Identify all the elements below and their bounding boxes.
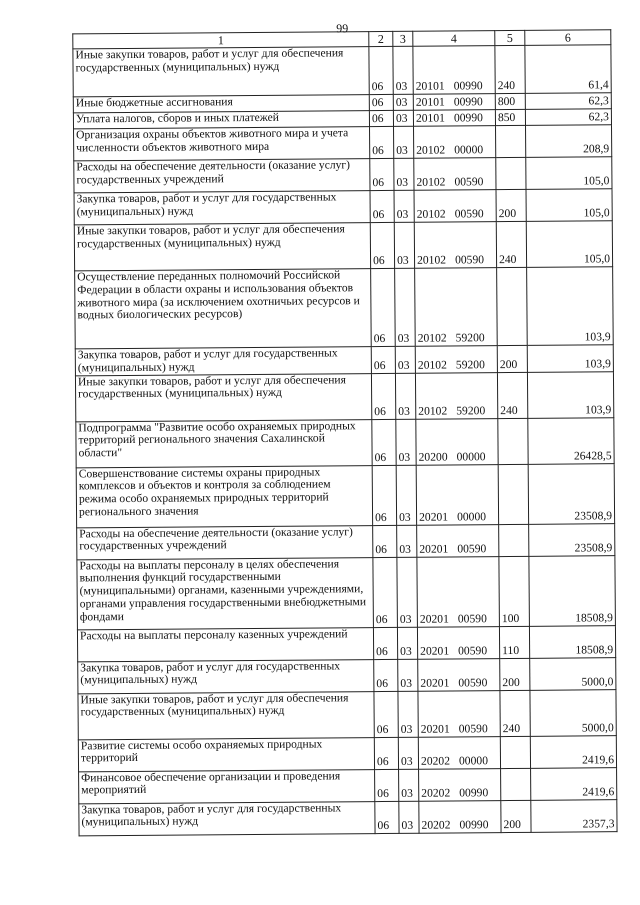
row-section-code: 06 [369, 110, 393, 126]
row-expense-type: 850 [495, 109, 525, 125]
table-row [76, 417, 614, 467]
row-expense-type [498, 464, 528, 524]
row-target-direction: 00000 [457, 509, 487, 524]
row-amount: 5000,0 [530, 657, 616, 690]
row-target-program: 20102 [416, 207, 446, 221]
row-name: Подпрограмма "Развитие особо охраняемых природных территорий регионального значения Сахалинской области" [76, 419, 372, 467]
row-subsection-code: 03 [395, 346, 415, 373]
row-name: Закупка товаров, работ и услуг для государственных (муниципальных) нужд [79, 801, 375, 835]
row-section-code: 06 [373, 627, 397, 659]
row-target-code [414, 190, 496, 223]
row-name: Закупка товаров, работ и услуг для государственных (муниципальных) нужд [75, 347, 371, 376]
row-target-program: 20201 [420, 676, 450, 690]
row-expense-type: 110 [499, 626, 529, 658]
row-name: Расходы на обеспечение деятельности (оказание услуг) государственных учреждений [74, 159, 370, 193]
row-target-code [413, 94, 495, 111]
row-target-program: 20201 [420, 722, 450, 736]
row-target-direction: 00990 [459, 785, 489, 800]
row-section-code: 06 [371, 268, 396, 346]
row-expense-type: 100 [499, 556, 530, 626]
row-target-program: 20102 [417, 253, 447, 267]
row-subsection-code: 03 [397, 525, 417, 557]
table-row [74, 189, 612, 225]
row-amount: 2419,6 [530, 735, 616, 768]
row-subsection-code: 03 [393, 46, 413, 94]
header-col-5: 5 [495, 30, 525, 45]
table-row [77, 555, 616, 629]
row-name: Организация охраны объектов животного мира и учета численности объектов животного мира [74, 127, 370, 161]
row-target-code [418, 658, 500, 691]
row-target-program: 20102 [416, 143, 446, 157]
row-target-direction: 00000 [456, 449, 486, 464]
row-amount: 61,4 [525, 45, 611, 94]
row-subsection-code: 03 [397, 557, 418, 627]
row-subsection-code: 03 [393, 94, 413, 110]
row-amount: 62,3 [525, 109, 611, 126]
row-target-program: 20201 [419, 612, 449, 626]
row-name: Развитие системы особо охраняемых природных территорий [78, 737, 374, 771]
row-subsection-code: 03 [396, 465, 416, 525]
table-row [75, 345, 613, 376]
row-target-direction: 00590 [458, 675, 488, 690]
row-expense-type [500, 736, 530, 768]
row-target-direction: 00000 [454, 143, 484, 157]
row-target-program: 20202 [421, 786, 451, 800]
row-target-direction: 00590 [458, 643, 488, 658]
table-row [75, 267, 614, 349]
row-subsection-code: 03 [398, 737, 418, 769]
row-target-code [413, 110, 495, 127]
row-name: Уплата налогов, сборов и иных платежей [73, 111, 369, 129]
row-section-code: 06 [374, 659, 398, 691]
row-section-code: 06 [373, 557, 398, 627]
row-target-code [414, 222, 496, 269]
row-target-code [419, 800, 501, 833]
row-expense-type [499, 524, 529, 556]
row-target-code [418, 736, 500, 769]
row-target-program: 20102 [418, 404, 448, 418]
table-row [79, 767, 617, 803]
header-col-6: 6 [525, 30, 611, 46]
row-target-program: 20201 [419, 542, 449, 556]
row-section-code: 06 [374, 691, 398, 737]
row-subsection-code: 03 [398, 659, 418, 691]
row-section-code: 06 [375, 769, 399, 801]
table-row [74, 157, 612, 193]
row-subsection-code: 03 [395, 268, 416, 346]
row-name: Иные закупки товаров, работ и услуг для обеспечения государственных (муниципальных) нужд [78, 691, 374, 739]
row-target-code [413, 46, 495, 95]
row-amount: 105,0 [526, 157, 612, 190]
row-name: Иные закупки товаров, работ и услуг для обеспечения государственных (муниципальных) нужд [74, 223, 370, 271]
row-amount: 105,0 [526, 189, 612, 222]
row-target-program: 20201 [420, 644, 450, 658]
row-section-code: 06 [371, 346, 395, 373]
row-section-code: 06 [373, 525, 397, 557]
row-section-code: 06 [370, 190, 394, 222]
header-col-4: 4 [413, 31, 495, 47]
row-subsection-code: 03 [399, 801, 419, 833]
row-target-direction: 00590 [457, 611, 487, 626]
row-name: Закупка товаров, работ и услуг для государственных (муниципальных) нужд [74, 191, 370, 225]
row-expense-type: 200 [500, 658, 530, 690]
row-amount: 2419,6 [531, 767, 617, 800]
row-amount: 208,9 [526, 125, 612, 158]
row-section-code: 06 [375, 801, 399, 833]
row-expense-type: 240 [497, 372, 527, 418]
row-expense-type: 240 [500, 690, 530, 736]
table-row [75, 371, 613, 421]
row-amount: 18508,9 [529, 555, 616, 626]
row-target-program: 20202 [420, 754, 451, 768]
row-expense-type: 240 [496, 221, 526, 267]
table-row [79, 799, 617, 835]
row-subsection-code: 03 [397, 627, 417, 659]
table-row [78, 735, 616, 771]
row-target-direction: 00990 [453, 111, 483, 125]
table-row [73, 45, 611, 97]
row-name: Иные бюджетные ассигнования [73, 95, 369, 113]
row-expense-type: 200 [501, 800, 531, 832]
row-target-code [414, 126, 496, 159]
row-target-code [419, 768, 501, 801]
table-row [78, 689, 616, 739]
row-subsection-code: 03 [396, 419, 416, 465]
row-name: Финансовое обеспечение организации и проведения мероприятий [79, 769, 375, 803]
row-section-code: 06 [371, 373, 395, 419]
row-target-program: 20201 [419, 510, 449, 524]
row-expense-type [501, 768, 531, 800]
row-amount: 105,0 [526, 221, 612, 268]
row-subsection-code: 03 [394, 190, 414, 222]
row-target-direction: 00000 [458, 753, 489, 768]
row-target-code [415, 346, 497, 373]
row-subsection-code: 03 [393, 110, 413, 126]
row-target-code [414, 158, 496, 191]
row-target-code [416, 464, 498, 525]
row-expense-type [497, 267, 528, 345]
row-section-code: 06 [372, 419, 396, 465]
row-subsection-code: 03 [399, 769, 419, 801]
row-target-code [416, 418, 498, 465]
row-expense-type [496, 157, 526, 189]
row-name: Иные закупки товаров, работ и услуг для обеспечения государственных (муниципальных) нужд [75, 373, 371, 421]
row-target-code [415, 372, 497, 419]
row-target-direction: 00990 [459, 817, 489, 832]
table-row [74, 125, 612, 161]
row-target-code [415, 268, 498, 347]
row-name: Расходы на обеспечение деятельности (оказание услуг) государственных учреждений [77, 525, 373, 559]
row-target-direction: 00990 [453, 79, 483, 93]
row-target-direction: 59200 [455, 331, 485, 345]
row-amount: 103,9 [527, 267, 614, 346]
row-target-program: 20200 [418, 450, 448, 464]
table-row [76, 463, 614, 527]
row-target-direction: 00590 [454, 175, 484, 189]
row-amount: 18508,9 [529, 625, 615, 658]
row-section-code: 06 [370, 126, 394, 158]
row-target-direction: 59200 [455, 358, 485, 372]
row-section-code: 06 [370, 158, 394, 190]
row-subsection-code: 03 [395, 373, 415, 419]
table-row [74, 221, 612, 271]
header-col-1: 1 [73, 32, 369, 49]
row-amount: 26428,5 [528, 417, 614, 464]
row-name: Расходы на выплаты персоналу в целях обеспечения выполнения функций государственными (муниципальными) органами, казенными учреждениями, органами управления государственными внебюджетными фондами [77, 557, 374, 629]
row-expense-type: 240 [495, 45, 525, 93]
row-expense-type [496, 125, 526, 157]
row-name: Осуществление переданных полномочий Российской Федерации в области охраны и использования объектов животного мира (за исключением охотничьих ресурсов и водных биологических ресурсов) [75, 269, 372, 349]
row-target-code [417, 556, 500, 627]
row-amount: 103,9 [527, 345, 613, 372]
row-name: Закупка товаров, работ и услуг для государственных (муниципальных) нужд [78, 659, 374, 693]
table-row [77, 523, 615, 559]
row-name: Иные закупки товаров, работ и услуг для обеспечения государственных (муниципальных) нужд [73, 47, 369, 97]
header-col-3: 3 [393, 31, 413, 46]
header-col-2: 2 [369, 31, 393, 46]
row-expense-type: 200 [497, 345, 527, 372]
row-amount: 23508,9 [529, 523, 615, 556]
row-target-program: 20101 [415, 111, 445, 125]
page-number: 99 [336, 21, 349, 36]
row-target-program: 20102 [416, 175, 446, 189]
row-target-direction: 59200 [456, 403, 486, 418]
row-target-direction: 00590 [454, 207, 484, 221]
row-amount: 23508,9 [528, 463, 614, 524]
row-expense-type [498, 418, 528, 464]
row-target-direction: 00590 [457, 541, 487, 556]
row-target-code [417, 626, 499, 659]
row-target-program: 20101 [415, 95, 445, 109]
row-section-code: 06 [374, 737, 398, 769]
row-amount: 2357,3 [531, 799, 617, 832]
row-amount: 5000,0 [530, 689, 616, 736]
row-name: Расходы на выплаты персоналу казенных учреждений [77, 627, 373, 661]
row-target-code [417, 524, 499, 557]
row-subsection-code: 03 [394, 158, 414, 190]
row-target-direction: 00590 [454, 253, 485, 267]
row-subsection-code: 03 [394, 126, 414, 158]
row-expense-type: 200 [496, 189, 526, 221]
row-target-program: 20202 [421, 818, 451, 832]
row-section-code: 06 [372, 465, 396, 525]
row-target-code [418, 690, 500, 737]
row-amount: 103,9 [527, 371, 613, 418]
row-target-direction: 00990 [453, 95, 483, 109]
row-subsection-code: 03 [394, 222, 414, 268]
table-row [77, 625, 615, 661]
row-target-program: 20102 [417, 358, 447, 372]
row-name: Совершенствование системы охраны природных комплексов и объектов и контроля за соблюдением режима особо охраняемых природных территорий регионального значения [76, 465, 372, 527]
budget-table [72, 29, 617, 836]
table-row [78, 657, 616, 693]
row-target-direction: 00590 [458, 721, 488, 736]
row-target-program: 20101 [415, 79, 445, 93]
row-section-code: 06 [370, 222, 394, 268]
row-section-code: 06 [369, 94, 393, 110]
row-section-code: 06 [369, 46, 393, 94]
row-subsection-code: 03 [398, 691, 418, 737]
row-amount: 62,3 [525, 93, 611, 110]
row-target-program: 20102 [417, 331, 447, 345]
row-expense-type: 800 [495, 93, 525, 109]
